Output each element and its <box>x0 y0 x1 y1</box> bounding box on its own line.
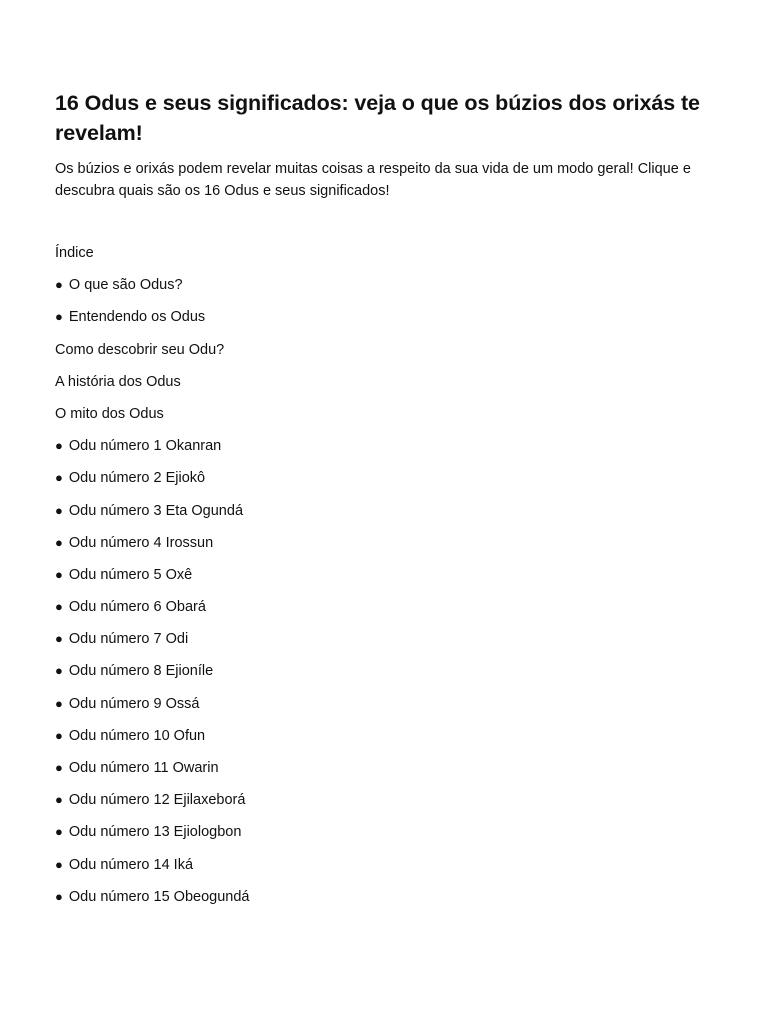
toc-item[interactable] <box>55 564 728 596</box>
bullet-icon: ● <box>55 277 63 293</box>
toc-item[interactable] <box>55 339 728 371</box>
toc-item-label: Odu número 9 Ossá <box>68 695 200 712</box>
toc-item-label: Odu número 8 Ejioníle <box>68 663 214 680</box>
toc-item[interactable] <box>55 371 728 403</box>
toc-item-label: Entendendo os Odus <box>68 309 206 326</box>
toc-item-label: Odu número 10 Ofun <box>68 727 206 744</box>
toc-item-label: Odu número 7 Odi <box>68 631 189 648</box>
toc-item-label: O mito dos Odus <box>55 405 164 422</box>
toc-item[interactable] <box>55 821 728 853</box>
toc-item-label: Odu número 3 Eta Ogundá <box>68 502 244 519</box>
toc-item-label: Odu número 2 Ejiokô <box>68 470 206 487</box>
toc-item[interactable] <box>55 757 728 789</box>
bullet-icon: ● <box>55 663 63 679</box>
toc-item-label: Como descobrir seu Odu? <box>55 341 225 358</box>
toc-item-label: Odu número 15 Obeogundá <box>68 888 250 905</box>
toc-item[interactable] <box>55 596 728 628</box>
toc-item[interactable] <box>55 435 728 467</box>
bullet-icon: ● <box>55 309 63 325</box>
bullet-icon: ● <box>55 438 63 454</box>
bullet-icon: ● <box>55 695 63 711</box>
bullet-icon: ● <box>55 631 63 647</box>
toc-item-label: Odu número 13 Ejiologbon <box>68 824 242 841</box>
toc-item[interactable] <box>55 306 728 338</box>
bullet-icon: ● <box>55 502 63 518</box>
table-of-contents <box>55 242 728 918</box>
bullet-icon: ● <box>55 792 63 808</box>
toc-item[interactable] <box>55 693 728 725</box>
toc-item[interactable] <box>55 467 728 499</box>
bullet-icon: ● <box>55 599 63 615</box>
bullet-icon: ● <box>55 727 63 743</box>
toc-item-label: Odu número 12 Ejilaxeborá <box>68 792 246 809</box>
toc-heading: Índice <box>55 245 94 261</box>
toc-item-label: Odu número 4 Irossun <box>68 534 214 551</box>
toc-item-label: Odu número 14 Iká <box>68 856 194 873</box>
toc-item-label: Odu número 5 Oxê <box>68 566 193 583</box>
toc-item[interactable] <box>55 660 728 692</box>
bullet-icon: ● <box>55 534 63 550</box>
toc-item[interactable] <box>55 886 728 918</box>
toc-item-label: A história dos Odus <box>55 373 181 390</box>
bullet-icon: ● <box>55 856 63 872</box>
toc-item[interactable] <box>55 274 728 306</box>
toc-item-label: Odu número 11 Owarin <box>68 760 219 776</box>
toc-item[interactable] <box>55 725 728 757</box>
bullet-icon: ● <box>55 760 63 775</box>
toc-item[interactable] <box>55 403 728 435</box>
bullet-icon: ● <box>55 470 63 486</box>
bullet-icon: ● <box>55 888 63 904</box>
toc-item[interactable] <box>55 854 728 886</box>
toc-item-label: Odu número 1 Okanran <box>68 438 222 455</box>
toc-item-label: O que são Odus? <box>68 277 183 294</box>
article-title: 16 Odus e seus significados: veja o que os búzios dos orixás te revelam! <box>55 91 700 145</box>
toc-item[interactable] <box>55 789 728 821</box>
toc-item[interactable] <box>55 628 728 660</box>
toc-item[interactable] <box>55 500 728 532</box>
bullet-icon: ● <box>55 824 63 840</box>
bullet-icon: ● <box>55 566 63 582</box>
toc-item[interactable] <box>55 532 728 564</box>
article-intro: Os búzios e orixás podem revelar muitas coisas a respeito da sua vida de um modo geral! Clique e descubra quais são os 16 Odus e seus significados! <box>55 161 691 199</box>
toc-item-label: Odu número 6 Obará <box>68 599 206 616</box>
